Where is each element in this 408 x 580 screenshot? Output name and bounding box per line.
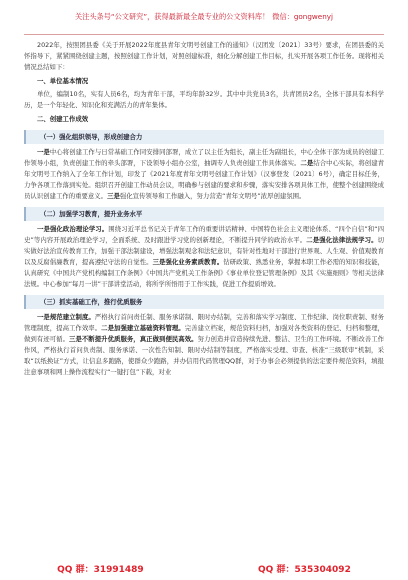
lead-term: 一是强化政治理论学习。 (37, 225, 109, 233)
paragraph-text: 努力创造并营造持续先进、整洁、卫生的工作环境。不断改善工作作风，严格执行首问负责制、服务承诺、一次性告知制、限时办结制等制度，严格落实受理、审查、核准“三级联审”机制，采取“以纸换证”方式，让信息多跑路，使群众少跑路，并办信用代码管理QQ群，对于办事会必须提供的法定要件规范资料，填报注意事项和网上操作流程实行“一键打包”下载，对业 (24, 335, 385, 376)
paragraph-text: 围绕习近平总书记关于青年工作的重要讲话精神、中国特色社会主义理论体系、“四个自信”和“四史”等内容开展政治理论学习，全面系统、及时跟进学习党的创新理论，不断提升同学的政治水平。 (24, 225, 384, 244)
section-heading-basic-info: 一、单位基本情况 (37, 77, 89, 85)
paragraph-text: 完善建立档案，规范资料归档，加强对各类资料的登记、归档和整理，做到有迹可循。 (24, 324, 385, 343)
intro-paragraph: 2022年，按照团县委《关于开展2022年度县青年文明号创建工作的通知》（汉团发〔2021〕33号）要求，在团县委的关怀指导下，紧紧围绕创建主题，按照创建工作计划，对照创建标准，细化分解创建工作目标，扎实开展各项工作任务。现将相关情况总结如下： (24, 41, 384, 71)
paragraph-text: 强化宣传领导和工作融入，努力营造“青年文明号”浓厚创建氛围。 (119, 192, 306, 200)
document-body (24, 40, 384, 378)
banner-text: 关注头条号“公文研究”，获得最新最全最专业的公文资料库！ (74, 12, 270, 21)
contact-footer (0, 556, 408, 580)
lead-term: 一是 (37, 148, 50, 156)
subsection-heading-service: （三）抓实基础工作，推行优质服务 (24, 295, 384, 309)
lead-term: 二是强化法律法规学习。 (306, 236, 378, 244)
lead-term: 三是不断提升优质服务，真正做到便民高效。 (69, 335, 198, 343)
learning-paragraph (24, 224, 384, 290)
lead-term: 二是 (300, 159, 314, 167)
section-heading-achievements: 二、创建工作成效 (37, 115, 89, 123)
paragraph-text: 结合中心实际，将创建青年文明号工作纳入了全年工作计划，印发了《2021年度青年文明号创建工作计划》（汉事登发〔2021〕6号），确定目标任务，力争各项工作落到实处。组织召开创建工作动员会议，明确参与创建的要求和步骤，落实安排各项具体工作，使整个创建围绕成员认识创建工作的重要意义。 (24, 159, 385, 200)
qq-group-2: QQ 群：535304092 (258, 564, 351, 575)
subsection-heading-leadership: （一）强化组织领导，形成创建合力 (24, 130, 384, 144)
service-paragraph (24, 312, 384, 378)
lead-term: 三是 (107, 192, 120, 200)
paragraph-text: 中心将创建工作与日常基础工作同安排同部署，成立了以主任为组长，副主任为副组长，中心全体干部为成员的创建工作领导小组，负责创建工作的牵头部署，下设领导小组办公室，抽调专人负责创建工作具体落实。 (24, 148, 385, 167)
basic-info-paragraph: 单位，编制10名，实有人员6名，均为青年干部，平均年龄32岁。其中中共党员3名，共青团员2名，全体干部具有本科学历，是一个年轻化、知识化和充满活力的青年集体。 (24, 90, 384, 109)
paragraph-text: 钻研政策、熟悉业务，掌握本职工作必需的知识和技能，认真研究《中国共产党机构编制工作条例》《中国共产党机关工作条例》《事业单位登记管理条例》及其《实施细则》等相关法律法规。中心参加“每月一讲”干部讲堂活动，将所学所悟用于工作实践，促进工作提质增效。 (24, 258, 385, 288)
leadership-paragraph (24, 147, 384, 202)
lead-term: 三是强化业务素质教育。 (152, 258, 224, 266)
lead-term: 二是加强建立基础资料管理。 (101, 324, 185, 332)
lead-term: 一是规范建立制度。 (37, 313, 95, 321)
banner-divider (24, 34, 384, 35)
paragraph-text: 切实做好法治宣传教育工作，加强干部法制建设，增强法制观念和法纪意识，有针对性地对干部进行世界观、人生观、价值观教育以及反腐倡廉教育，提高遵纪守法的自觉性。 (24, 236, 385, 266)
subsection-heading-learning: （二）加强学习教育，提升业务水平 (24, 207, 384, 221)
qq-group-1: QQ 群：31991489 (57, 564, 144, 575)
banner-wechat: 微信：gongwenyj (272, 12, 334, 21)
paragraph-text: 严格执行首问责任制、服务承诺制、限时办结制，完善和落实学习制度、工作纪律、岗位职责制、财务管理制度，提高工作效率。 (24, 313, 385, 332)
promo-banner (0, 0, 408, 34)
